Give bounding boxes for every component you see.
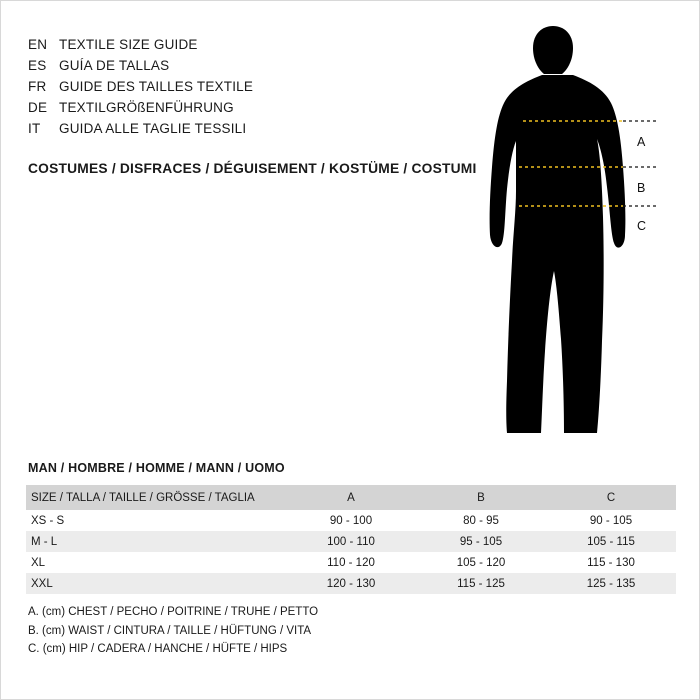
language-code: ES [28,58,47,73]
header-b: B [416,485,546,510]
cell-c: 105 - 115 [546,531,676,552]
cell-b: 95 - 105 [416,531,546,552]
cell-b: 80 - 95 [416,510,546,531]
cell-size: XXL [26,573,286,594]
size-table [26,485,676,594]
cell-size: XL [26,552,286,573]
cell-c: 125 - 135 [546,573,676,594]
language-code: DE [28,100,48,115]
note-waist: B. (cm) WAIST / CINTURA / TAILLE / HÜFTUNG / VITA [28,624,312,637]
note-chest: A. (cm) CHEST / PECHO / POITRINE / TRUHE / PETTO [28,606,319,618]
language-row [28,121,448,142]
table-row [26,552,676,573]
cell-c: 115 - 130 [546,552,676,573]
chest-label: A [637,135,646,149]
header-size: SIZE / TALLA / TAILLE / GRÖSSE / TAGLIA [26,485,286,510]
language-list [28,37,448,142]
language-code: IT [28,121,41,136]
table-row [26,573,676,594]
cell-c: 90 - 105 [546,510,676,531]
cell-b: 105 - 120 [416,552,546,573]
table-title: MAN / HOMBRE / HOMME / MANN / UOMO [28,461,285,475]
language-row [28,37,448,58]
cell-size: XS - S [26,510,286,531]
language-text: TEXTILGRÖßENFÜHRUNG [59,100,234,115]
language-text: GUIDA ALLE TAGLIE TESSILI [59,121,247,136]
table-row [26,510,676,531]
hip-label: C [637,219,647,233]
language-row [28,79,448,100]
measurement-notes [28,603,318,659]
cell-size: M - L [26,531,286,552]
language-row [28,58,448,79]
body-figure [471,21,681,441]
language-text: GUIDE DES TAILLES TEXTILE [59,79,254,94]
language-text: GUÍA DE TALLAS [59,58,170,73]
language-text: TEXTILE SIZE GUIDE [59,37,198,52]
category-title: COSTUMES / DISFRACES / DÉGUISEMENT / KOSTÜME / COSTUMI [28,161,477,176]
language-row [28,100,448,121]
header-c: C [546,485,676,510]
note-hip: C. (cm) HIP / CADERA / HANCHE / HÜFTE / HIPS [28,643,288,655]
cell-a: 90 - 100 [286,510,416,531]
cell-b: 115 - 125 [416,573,546,594]
waist-label: B [637,181,646,195]
male-silhouette-icon [471,21,681,441]
cell-a: 120 - 130 [286,573,416,594]
cell-a: 110 - 120 [286,552,416,573]
table-header-row [26,485,676,510]
table-row [26,531,676,552]
cell-a: 100 - 110 [286,531,416,552]
language-code: EN [28,37,48,52]
header-a: A [286,485,416,510]
language-code: FR [28,79,47,94]
